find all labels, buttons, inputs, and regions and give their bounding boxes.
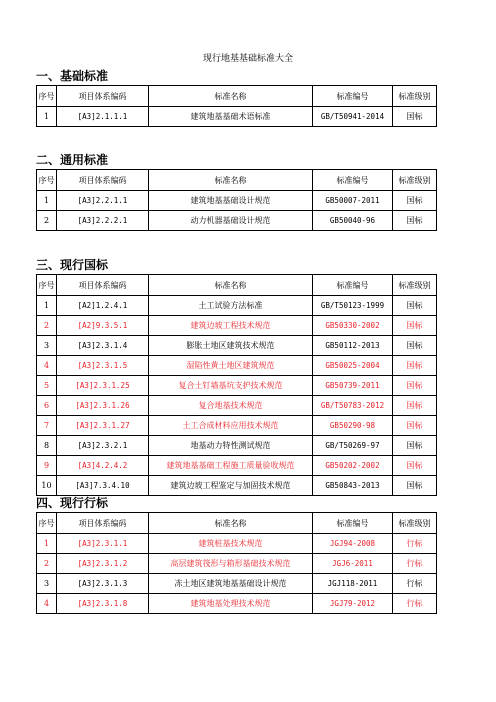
column-header: 标准名称 [149,170,313,191]
standard-name: 复合地基技术规范 [149,396,313,416]
standard-number: JGJ6-2011 [313,554,393,574]
row-number: 1 [37,296,57,316]
column-header: 项目体系编码 [57,275,149,296]
table-row [37,316,437,336]
standard-level: 行标 [393,594,437,614]
row-number: 1 [37,191,57,211]
standard-name: 冻土地区建筑地基基础设计规范 [149,574,313,594]
row-number: 3 [37,574,57,594]
standards-table [36,169,437,231]
standard-level: 行标 [393,534,437,554]
standard-number: JGJ94-2008 [313,534,393,554]
column-header: 标准级别 [393,170,437,191]
row-number: 10 [37,476,57,496]
standard-level: 国标 [393,336,437,356]
column-header: 标准编号 [313,513,393,534]
standards-table [36,85,437,127]
table-row [37,191,437,211]
table-row [37,107,437,127]
standard-name: 建筑地基基础工程施工质量验收规范 [149,456,313,476]
standard-number: GB50739-2011 [313,376,393,396]
section-heading: 一、基础标准 [36,69,109,83]
table-header-row [37,275,437,296]
table-row [37,594,437,614]
standard-number: JGJ118-2011 [313,574,393,594]
table-row [37,436,437,456]
table-row [37,416,437,436]
system-code: [A2]9.3.5.1 [57,316,149,336]
standard-level: 行标 [393,554,437,574]
column-header: 标准级别 [393,513,437,534]
row-number: 7 [37,416,57,436]
standard-number: GB50843-2013 [313,476,393,496]
standard-level: 国标 [393,416,437,436]
table-row [37,396,437,416]
column-header: 标准级别 [393,275,437,296]
section-heading: 四、现行行标 [36,496,109,510]
system-code: [A2]1.2.4.1 [57,296,149,316]
standard-level: 国标 [393,316,437,336]
row-number: 2 [37,316,57,336]
system-code: [A3]2.3.1.2 [57,554,149,574]
section-2 [36,152,436,231]
standards-table [36,274,437,496]
standard-name: 土工合成材料应用技术规范 [149,416,313,436]
row-number: 6 [37,396,57,416]
system-code: [A3]2.3.2.1 [57,436,149,456]
standard-name: 建筑边坡工程鉴定与加固技术规范 [149,476,313,496]
system-code: [A3]2.3.1.27 [57,416,149,436]
column-header: 项目体系编码 [57,86,149,107]
table-row [37,296,437,316]
standard-name: 建筑桩基技术规范 [149,534,313,554]
section-3 [36,257,436,496]
system-code: [A3]2.2.2.1 [57,211,149,231]
standard-name: 复合土钉墙基坑支护技术规范 [149,376,313,396]
table-row [37,376,437,396]
document-title: 现行地基基础标准大全 [202,54,293,64]
column-header: 序号 [37,275,57,296]
standard-name: 建筑边坡工程技术规范 [149,316,313,336]
row-number: 1 [37,534,57,554]
standard-number: GB50025-2004 [313,356,393,376]
table-row [37,456,437,476]
system-code: [A3]7.3.4.10 [57,476,149,496]
table-row [37,211,437,231]
column-header: 项目体系编码 [57,513,149,534]
row-number: 1 [37,107,57,127]
column-header: 标准名称 [149,275,313,296]
column-header: 标准编号 [313,86,393,107]
column-header: 序号 [37,513,57,534]
system-code: [A3]4.2.4.2 [57,456,149,476]
system-code: [A3]2.3.1.26 [57,396,149,416]
table-row [37,476,437,496]
row-number: 9 [37,456,57,476]
column-header: 序号 [37,86,57,107]
system-code: [A3]2.3.1.25 [57,376,149,396]
standard-level: 国标 [393,191,437,211]
standard-level: 国标 [393,296,437,316]
standard-level: 国标 [393,376,437,396]
column-header: 项目体系编码 [57,170,149,191]
standard-level: 行标 [393,574,437,594]
table-row [37,534,437,554]
standard-name: 土工试验方法标准 [149,296,313,316]
system-code: [A3]2.3.1.4 [57,336,149,356]
system-code: [A3]2.3.1.1 [57,534,149,554]
system-code: [A3]2.3.1.5 [57,356,149,376]
system-code: [A3]2.3.1.3 [57,574,149,594]
section-heading: 二、通用标准 [36,153,109,167]
standard-name: 建筑地基基础设计规范 [149,191,313,211]
row-number: 3 [37,336,57,356]
standard-level: 国标 [393,476,437,496]
column-header: 标准级别 [393,86,437,107]
system-code: [A3]2.3.1.8 [57,594,149,614]
standard-level: 国标 [393,211,437,231]
standard-number: GB50007-2011 [313,191,393,211]
row-number: 4 [37,594,57,614]
row-number: 5 [37,376,57,396]
standard-level: 国标 [393,396,437,416]
column-header: 标准名称 [149,513,313,534]
standard-name: 高层建筑筏形与箱形基础技术规范 [149,554,313,574]
table-row [37,554,437,574]
standard-number: GB/T50269-97 [313,436,393,456]
system-code: [A3]2.1.1.1 [57,107,149,127]
section-1 [36,68,436,127]
standard-number: GB/T50123-1999 [313,296,393,316]
standard-name: 建筑地基处理技术规范 [149,594,313,614]
table-header-row [37,170,437,191]
standards-table [36,512,437,614]
standard-name: 建筑地基基础术语标准 [149,107,313,127]
standard-level: 国标 [393,107,437,127]
table-header-row [37,86,437,107]
column-header: 标准编号 [313,170,393,191]
standard-number: GB50290-98 [313,416,393,436]
standard-number: GB50330-2002 [313,316,393,336]
standard-name: 湿陷性黄土地区建筑规范 [149,356,313,376]
row-number: 4 [37,356,57,376]
standard-number: JGJ79-2012 [313,594,393,614]
standard-number: GB/T50941-2014 [313,107,393,127]
column-header: 标准编号 [313,275,393,296]
row-number: 8 [37,436,57,456]
column-header: 标准名称 [149,86,313,107]
standard-name: 膨胀土地区建筑技术规范 [149,336,313,356]
standard-level: 国标 [393,436,437,456]
section-4 [36,495,436,614]
row-number: 2 [37,554,57,574]
table-header-row [37,513,437,534]
standard-number: GB/T50783-2012 [313,396,393,416]
standard-number: GB50112-2013 [313,336,393,356]
system-code: [A3]2.2.1.1 [57,191,149,211]
table-row [37,574,437,594]
standard-level: 国标 [393,356,437,376]
standard-name: 动力机器基础设计规范 [149,211,313,231]
standard-name: 地基动力特性测试规范 [149,436,313,456]
table-row [37,336,437,356]
standard-number: GB50202-2002 [313,456,393,476]
row-number: 2 [37,211,57,231]
section-heading: 三、现行国标 [36,258,109,272]
column-header: 序号 [37,170,57,191]
table-row [37,356,437,376]
standard-number: GB50040-96 [313,211,393,231]
standard-level: 国标 [393,456,437,476]
